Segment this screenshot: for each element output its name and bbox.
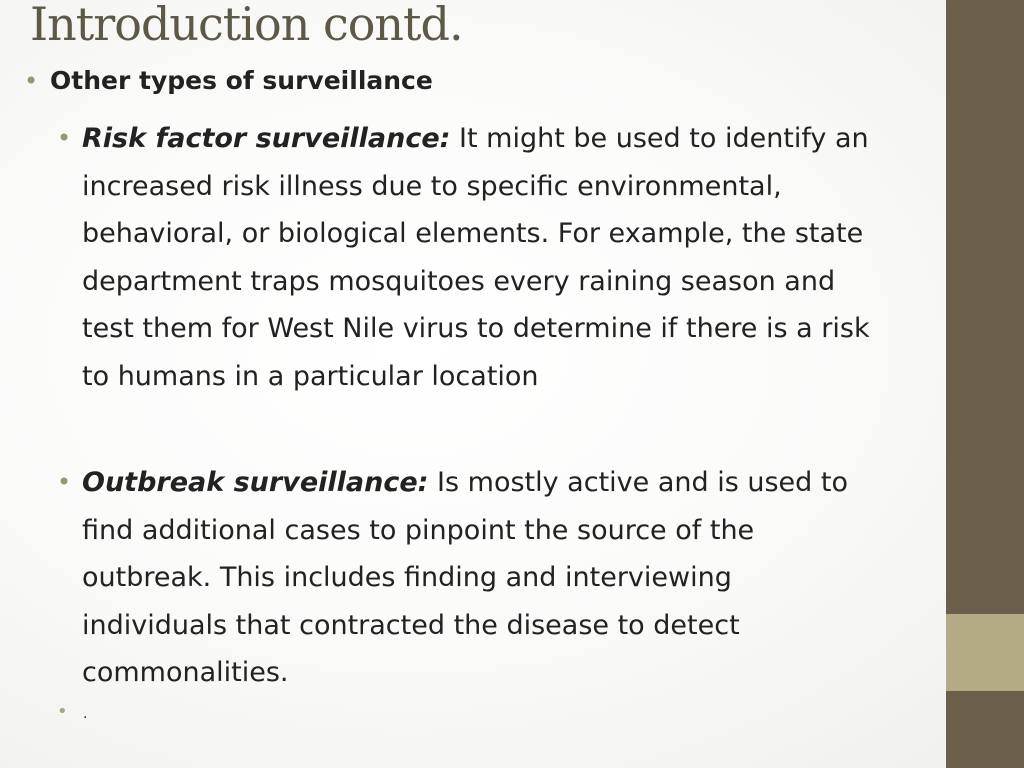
bullet-other-types: Other types of surveillance: [50, 66, 433, 95]
bullet-marker: •: [57, 701, 68, 722]
slide-title: Introduction contd.: [30, 0, 463, 51]
side-accent-block: [946, 614, 1024, 691]
bullet-risk-factor: [82, 115, 872, 400]
bullet-marker: •: [57, 124, 72, 152]
bullet-outbreak: [82, 459, 872, 697]
bullet-outbreak-text: Is mostly active and is used to find additional cases to pinpoint the source of the outbreak. This includes finding and interviewing individuals that contracted the disease to detect commonalities.: [82, 467, 848, 688]
bullet-empty: .: [83, 706, 88, 722]
side-bar: [946, 0, 1024, 768]
bullet-marker: •: [57, 468, 72, 496]
bullet-risk-factor-term: Risk factor surveillance:: [82, 123, 451, 154]
bullet-marker: •: [24, 67, 39, 95]
bullet-outbreak-term: Outbreak surveillance:: [82, 467, 429, 498]
bullet-risk-factor-text: It might be used to identify an increased risk illness due to specific environmental, behavioral, or biological elements. For example, the state department traps mosquitoes every raining season and test them for West Nile virus to determine if there is a risk to humans in a particular location: [82, 123, 870, 392]
